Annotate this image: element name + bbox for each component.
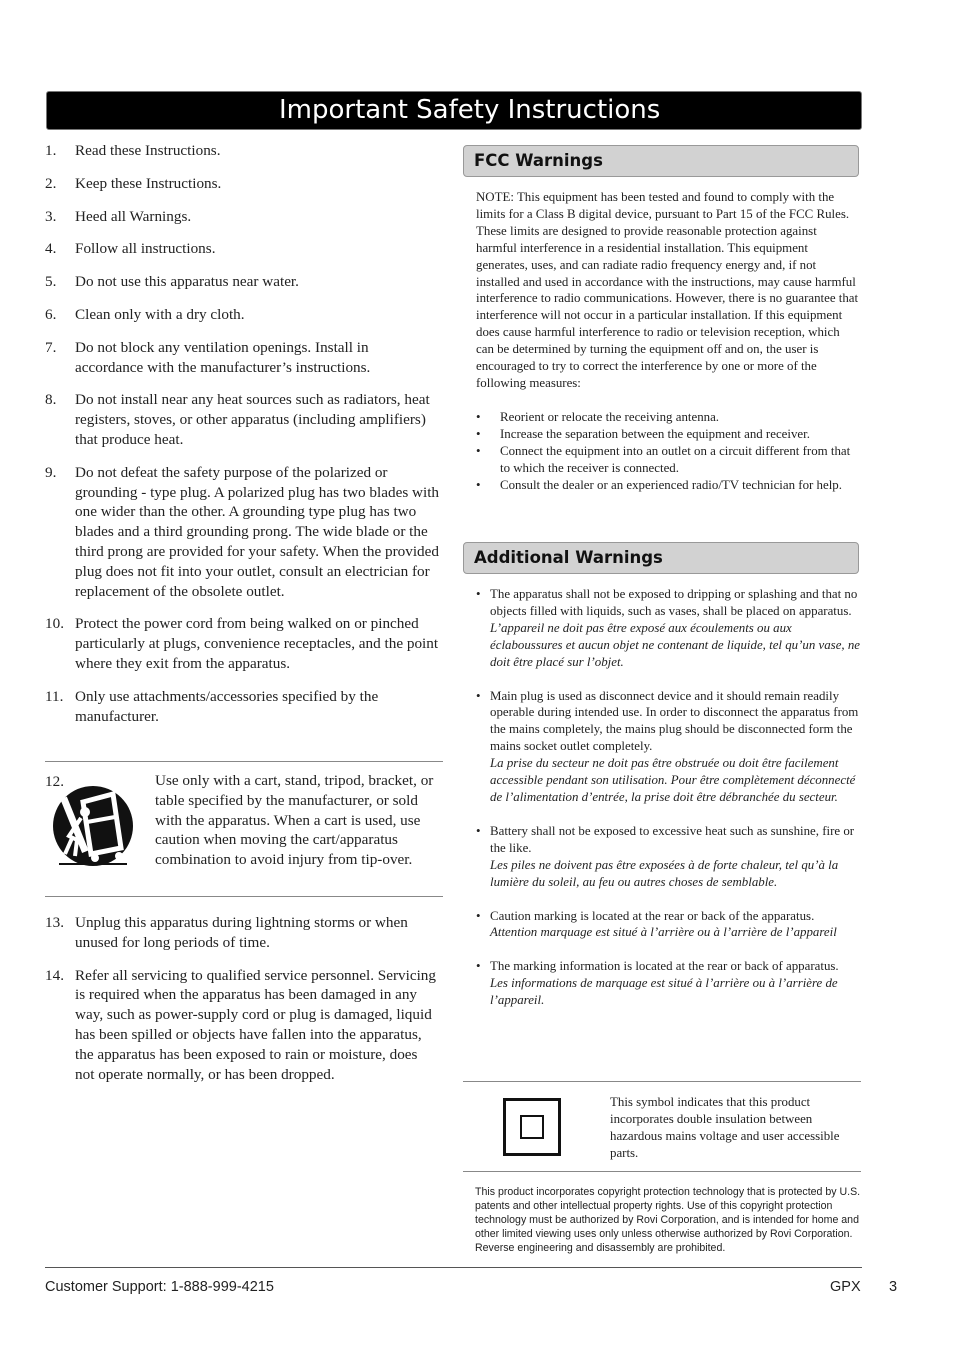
item-text: Refer all servicing to qualified service personnel. Servicing is required when the apparatus has been damaged in any way, such as power-supply cord or plug is damaged, liquid has been spilled or objects have fallen into the apparatus, the apparatus has been exposed to rain or moisture, does not operate normally, or has been dropped. — [75, 966, 436, 1083]
item-number: 11. — [45, 687, 64, 705]
instruction-item — [45, 338, 440, 378]
page-number: 3 — [889, 1279, 898, 1295]
instruction-item — [45, 207, 440, 227]
item-text: Clean only with a dry cloth. — [75, 305, 245, 323]
page-title-bar — [46, 91, 862, 130]
item-number: 7. — [45, 338, 57, 356]
item-number: 10. — [45, 615, 64, 633]
item-number: 9. — [45, 463, 57, 481]
brand-name: GPX — [830, 1279, 861, 1295]
fcc-note: NOTE: This equipment has been tested and found to comply with the limits for a Class B digital device, pursuant to Part 15 of the FCC Rules. These limits are designed to provide reasonable protection against harmful interference in a residential installation. This equipment generates, uses, and can radiate radio frequency energy and, if not installed and used in accordance with the instructions, may cause harmful interference to radio communications. However, there is no guarantee that interference will not occur in a particular installation. If this equipment does cause harmful interference to radio or television reception, which can be determined by turning the equipment off and on, the user is encouraged to try to correct the interference by one or more of the following measures: — [476, 190, 859, 390]
item-text: Do not block any ventilation openings. Install in accordance with the manufacturer’s instructions. — [75, 338, 371, 376]
page-title: Important Safety Instructions — [279, 95, 661, 125]
item-number: 14. — [45, 966, 64, 984]
item-text: Heed all Warnings. — [75, 207, 192, 225]
fcc-warnings-body — [476, 189, 860, 493]
item-number: 12. — [45, 773, 64, 790]
cart-tip-over-warning-icon — [53, 784, 133, 868]
item-text: Read these Instructions. — [75, 142, 221, 159]
item-text: Keep these Instructions. — [75, 174, 222, 192]
list-item: • Reorient or relocate the receiving antenna. — [476, 409, 720, 424]
instruction-item — [45, 272, 440, 292]
instruction-item — [45, 141, 440, 161]
item-text: Only use attachments/accessories specified by the manufacturer. — [75, 687, 379, 725]
additional-warnings-body — [476, 586, 862, 1009]
instruction-item — [45, 239, 440, 259]
instruction-item — [45, 390, 440, 449]
instruction-item — [45, 966, 440, 1085]
instruction-item — [45, 614, 440, 673]
list-item: • Increase the separation between the equipment and receiver. — [476, 426, 810, 441]
customer-support: Customer Support: 1-888-999-4215 — [45, 1279, 274, 1295]
section-heading-text: FCC Warnings — [474, 151, 603, 170]
instruction-item — [45, 174, 440, 194]
item-text: Do not install near any heat sources such as radiators, heat registers, stoves, or other apparatus (including amplifiers) that produce heat. — [75, 391, 430, 448]
safety-instructions-list — [45, 141, 440, 726]
cart-warning-text: Use only with a cart, stand, tripod, bracket, or table specified by the manufacturer, or sold with the apparatus. When a cart is used, use caution when moving the cart/apparatus combination to avoid injury from tip-over. — [155, 772, 434, 869]
safety-instructions-list-continued — [45, 913, 440, 1084]
fcc-warnings-heading — [463, 145, 859, 177]
fcc-measures-list — [476, 409, 860, 494]
list-item: • Battery shall not be exposed to excessive heat such as sunshine, fire or the like. Les piles ne doivent pas être exposées à de forte chaleur, tel qu’à la lumière du soleil, au feu ou autres choses de semblable. — [476, 823, 855, 889]
list-item: • Connect the equipment into an outlet on a circuit different from that to which the receiver is connected. — [476, 443, 851, 475]
item-text: Protect the power cord from being walked on or pinched particularly at plugs, convenience receptacles, and the point where they exit from the apparatus. — [75, 615, 439, 672]
double-insulation-box — [463, 1081, 861, 1172]
item-number: 6. — [45, 305, 57, 323]
item-number: 1. — [45, 142, 57, 159]
instruction-item — [45, 913, 440, 953]
cart-warning-box — [45, 761, 443, 897]
instruction-item — [45, 463, 440, 602]
list-item: • Consult the dealer or an experienced radio/TV technician for help. — [476, 477, 842, 492]
item-text: Unplug this apparatus during lightning storms or when unused for long periods of time. — [75, 914, 408, 951]
list-item: • Main plug is used as disconnect device and it should remain readily operable during intended use. In order to disconnect the apparatus from the mains completely, the mains plug should be disconnected form the mains socket outlet completely. La prise du secteur ne doit pas être obstruée ou doit être facilement accessible pendant son utilisation. Pour être complètement déconnecté de l’alimentation d’entrée, la prise doit être débranchée du secteur. — [476, 688, 859, 804]
section-heading-text: Additional Warnings — [474, 548, 663, 567]
footer-divider — [45, 1267, 862, 1268]
double-insulation-text: This symbol indicates that this product incorporates double insulation between hazardous mains voltage and user accessible parts. — [610, 1095, 840, 1160]
list-item: • The marking information is located at the rear or back of apparatus. Les informations de marquage est situé à l’arrière ou à l’arrière de l’appareil. — [476, 959, 839, 1008]
item-number: 13. — [45, 914, 64, 931]
item-text: Do not defeat the safety purpose of the polarized or grounding - type plug. A polarized plug has two blades with one wider than the other. A grounding type plug has two blades and a third grounding prong. The wide blade or the third prong are provided for your safety. When the provided plug does not fit into your outlet, consult an electrician for replacement of the obsolete outlet. — [75, 463, 440, 600]
list-item: • Caution marking is located at the rear or back of the apparatus. Attention marquage est situé à l’arrière ou à l’arrière de l’appareil — [476, 908, 837, 940]
list-item: • The apparatus shall not be exposed to dripping or splashing and that no objects filled with liquids, such as vases, shall be placed on apparatus. L’appareil ne doit pas être exposé aux écoulements ou aux éclaboussures et aucun objet ne contenant de liquide, tel qu’un vase, ne doit être placé sur l’objet. — [476, 587, 861, 669]
rovi-copyright-note: This product incorporates copyright protection technology that is protected by U.S. patents and other intellectual property rights. Use of this copyright protection technology must be authorized by Rovi Corporation, and is intended for home and other limited viewing uses only unless otherwise authorized by Rovi Corporation. Reverse engineering and disassembly are prohibited. — [475, 1186, 861, 1254]
instruction-item — [45, 305, 440, 325]
item-number: 8. — [45, 391, 57, 409]
item-text: Do not use this apparatus near water. — [75, 273, 299, 291]
item-text: Follow all instructions. — [75, 240, 216, 258]
additional-warnings-heading — [463, 542, 859, 574]
instruction-item — [45, 687, 440, 727]
item-number: 2. — [45, 174, 57, 192]
item-number: 5. — [45, 273, 57, 291]
item-number: 3. — [45, 207, 57, 225]
item-number: 4. — [45, 240, 57, 258]
double-insulation-icon — [503, 1098, 561, 1156]
